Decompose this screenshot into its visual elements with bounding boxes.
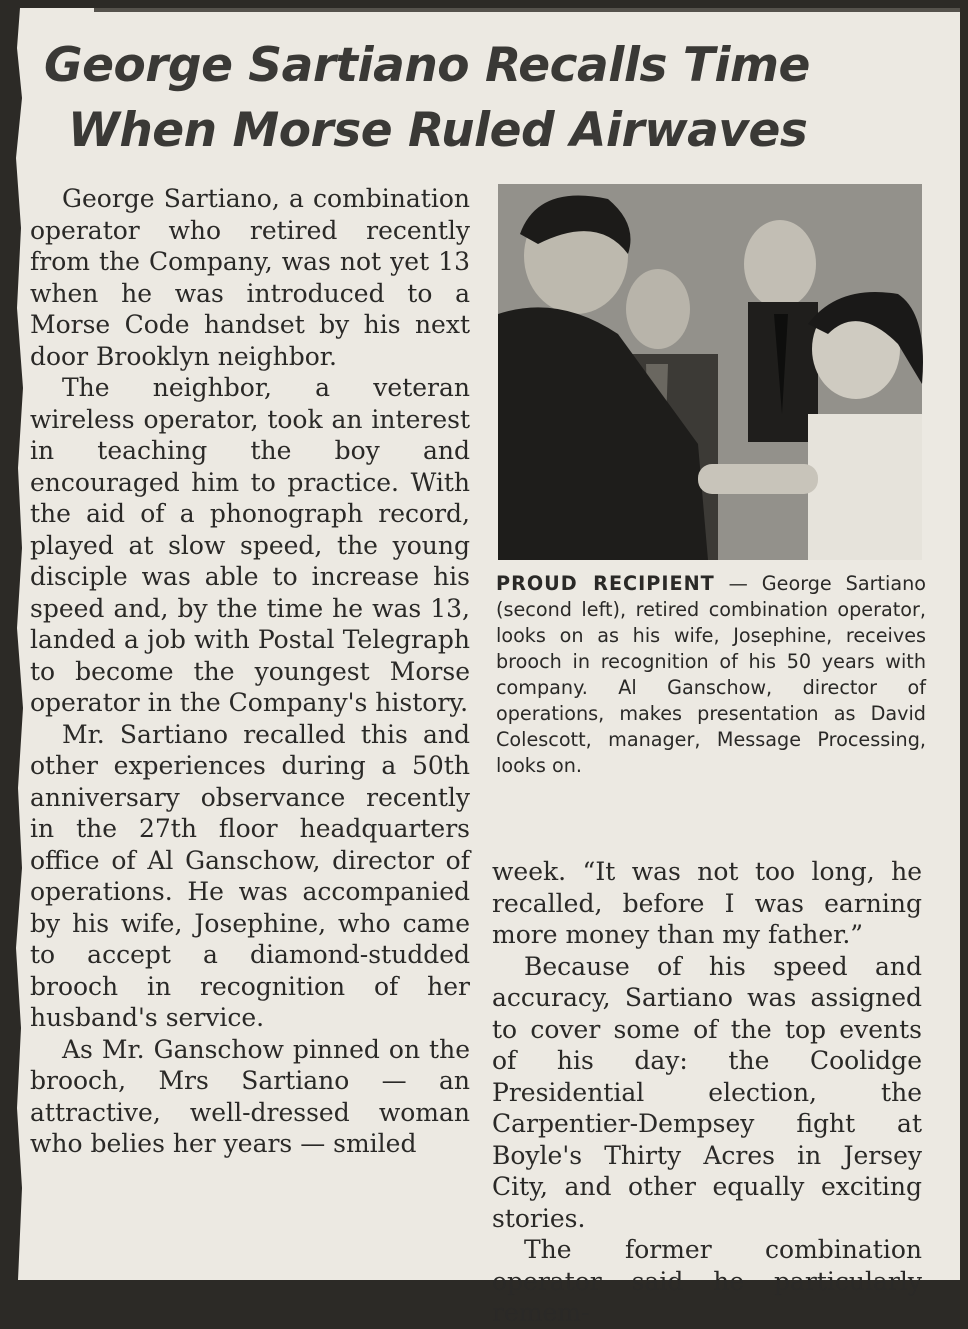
caption-lead: PROUD RECIPIENT <box>496 572 715 595</box>
article-right-column <box>492 856 922 1329</box>
photo-caption <box>496 571 926 779</box>
headline-line-1: George Sartiano Recalls Time <box>44 38 810 93</box>
top-rule <box>94 8 960 12</box>
photo-illustration <box>498 184 922 560</box>
paragraph-7: The former combination operator said he particularly remem- <box>492 1235 922 1327</box>
torn-edge <box>14 8 36 1280</box>
news-photo <box>498 184 922 560</box>
caption-text: — George Sartiano (second left), retired combination operator, looks on as his wife, Josephine, receives brooch in recognition of his 50 years with company. Al Ganschow, director of operations, makes presentation as David Colescott, manager, Message Processing, looks on. <box>496 572 926 777</box>
paragraph-6: Because of his speed and accuracy, Sartiano was assigned to cover some of the top events of his day: the Coolidge Presidential election, the Carpentier-Dempsey fight at Boyle's Thirty Acres in Jersey City, and other equally exciting stories. <box>492 951 922 1233</box>
article-left-column <box>30 183 470 1160</box>
headline-line-2: When Morse Ruled Airwaves <box>68 103 808 158</box>
paragraph-2: The neighbor, a veteran wireless operator, took an interest in teaching the boy and encouraged him to practice. With the aid of a phonograph record, played at slow speed, the young disciple was able to increase his speed and, by the time he was 13, landed a job with Postal Telegraph to become the youngest Morse operator in the Company's history. <box>30 373 470 717</box>
paragraph-3: Mr. Sartiano recalled this and other experiences during a 50th anniversary observance recently in the 27th floor headquarters office of Al Ganschow, director of operations. He was accompanied by his wife, Josephine, who came to accept a diamond-studded brooch in recognition of her husband's service. <box>30 719 470 1032</box>
paragraph-1: George Sartiano, a combination operator who retired recently from the Company, was not yet 13 when he was introduced to a Morse Code handset by his next door Brooklyn neighbor. <box>30 184 470 371</box>
paragraph-4: As Mr. Ganschow pinned on the brooch, Mrs Sartiano — an attractive, well-dressed woman who belies her years — smiled <box>30 1034 470 1158</box>
newspaper-clipping <box>14 8 960 1327</box>
paragraph-5: week. “It was not too long, he recalled, before I was earning more money than my father.” <box>492 857 922 949</box>
